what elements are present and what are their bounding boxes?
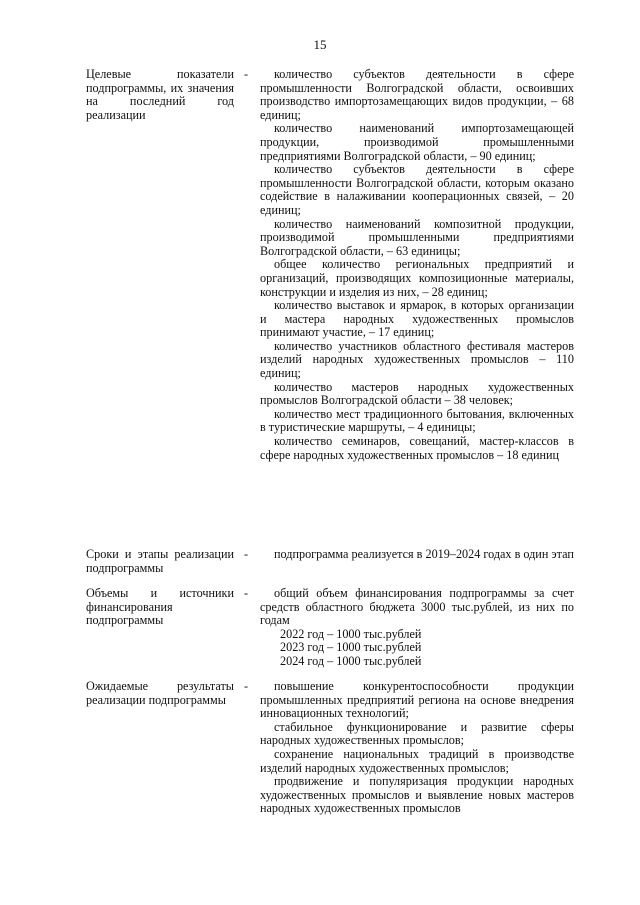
indicator-item: количество субъектов деятельности в сфере промышленности Волгоградской области, освоивших производство импортозамещающих видов продукции, – 68 единиц; (260, 67, 574, 122)
section-label: Целевые показатели подпрограммы, их значения на последний год реализации (86, 67, 234, 122)
section-dash: - (244, 679, 249, 693)
indicator-item: количество семинаров, совещаний, мастер-классов в сфере народных художественных промыслов – 18 единиц (260, 434, 574, 462)
section-content (260, 680, 574, 816)
section-content (260, 587, 574, 669)
section-label: Сроки и этапы реализации подпрограммы (86, 547, 234, 575)
section-label: Ожидаемые результаты реализации подпрограммы (86, 679, 234, 707)
indicator-item: количество наименований импортозамещающей продукции, производимой промышленными предприятиями Волгоградской области, – 90 единиц; (260, 121, 574, 163)
financing-year: 2024 год – 1000 тыс.рублей (280, 653, 422, 668)
indicator-item: общее количество региональных предприятий и организаций, производящих композиционные материалы, конструкции и изделия из них, – 28 единиц; (260, 257, 574, 299)
section-label: Объемы и источники финансирования подпрограммы (86, 586, 234, 628)
indicator-item: количество участников областного фестиваля мастеров изделий народных художественных промыслов – 110 единиц; (260, 338, 574, 381)
indicator-item: количество мастеров народных художественных промыслов Волгоградской области – 38 человек; (260, 379, 574, 408)
financing-year: 2023 год – 1000 тыс.рублей (280, 640, 422, 655)
section-content (260, 68, 574, 462)
page-number: 15 (313, 37, 327, 52)
indicator-item: количество выставок и ярмарок, в которых организации и мастера народных художественных промыслов принимают участие, – 17 единиц; (260, 298, 574, 340)
financing-year: 2022 год – 1000 тыс.рублей (280, 626, 422, 641)
section-content (260, 548, 574, 562)
result-item: сохранение национальных традиций в производстве изделий народных художественных промыслов; (260, 746, 574, 775)
section-dash: - (244, 586, 249, 600)
section-dash: - (244, 547, 249, 561)
result-item: продвижение и популяризация продукции народных художественных промыслов и выявление новых мастеров народных художественных промыслов (260, 774, 574, 816)
terms-item: подпрограмма реализуется в 2019–2024 годах в один этап (274, 547, 574, 561)
indicator-item: количество наименований композитной продукции, производимой промышленными предприятиями Волгоградской области, – 63 единицы; (260, 216, 574, 258)
result-item: повышение конкурентоспособности продукции промышленных предприятий региона на основе внедрения инновационных технологий; (260, 679, 574, 721)
indicator-item: количество субъектов деятельности в сфере промышленности Волгоградской области, которым оказано содействие в налаживании кооперационных связей, – 20 единиц; (260, 162, 574, 217)
indicator-item: количество мест традиционного бытования, включенных в туристические маршруты, – 4 единицы; (260, 406, 574, 435)
section-dash: - (244, 67, 249, 81)
financing-intro: общий объем финансирования подпрограммы за счет средств областного бюджета 3000 тыс.рублей, из них по годам (260, 586, 574, 628)
result-item: стабильное функционирование и развитие сферы народных художественных промыслов; (260, 719, 574, 748)
